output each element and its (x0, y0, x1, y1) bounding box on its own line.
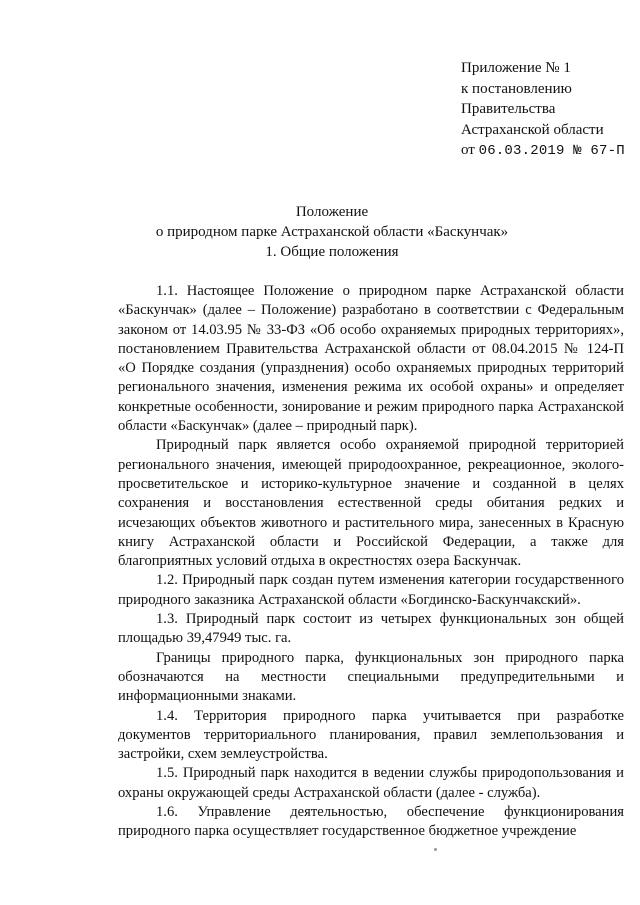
paragraph-1-1: 1.1. Настоящее Положение о природном парке Астраханской области «Баскунчак» (далее – Положение) разработано в соответствии с Федеральным законом от 14.03.95 № 33-ФЗ «Об особо охраняемых природных территориях», постановлением Правительства Астраханской области от 08.04.2015 № 124-П «О Порядке создания (упразднения) особо охраняемых природных территорий регионального значения, изменения режима их особой охраны» и определяет конкретные особенности, зонирование и режим природного парка Астраханской области «Баскунчак» (далее – природный парк). (118, 283, 624, 435)
paragraph-1-5: 1.5. Природный парк находится в ведении службы природопользования и охраны окружающей среды Астраханской области (далее - служба). (118, 765, 624, 801)
appendix-line-1: Приложение № 1 (461, 60, 571, 76)
paragraph-1-6: 1.6. Управление деятельностью, обеспечение функционирования природного парка осуществляет государственное бюджетное учреждение (118, 804, 624, 840)
section-heading: 1. Общие положения (265, 244, 399, 260)
paragraph-1-4: 1.4. Территория природного парка учитывается при разработке документов территориального планирования, правил землепользования и застройки, схем землеустройства. (118, 707, 624, 763)
paragraph-1-3: 1.3. Природный парк состоит из четырех функциональных зон общей площадью 39,47949 тыс. га. (118, 611, 624, 647)
paragraph-boundaries: Границы природного парка, функциональных зон природного парка обозначаются на местности специальными предупредительными и информационными знаками. (118, 649, 624, 705)
appendix-block (461, 58, 636, 162)
date-prefix: от (461, 142, 475, 158)
date-value: 06.03.2019 № 67-П (478, 143, 625, 159)
appendix-line-4: Астраханской области (461, 121, 604, 138)
paragraph-park-purpose: Природный парк является особо охраняемой природной территорией регионального значения, имеющей природоохранное, рекреационное, эколого-просветительское и историко-культурное значение и созданной в целях сохранения и восстановления естественной среды обитания редких и исчезающих объектов животного и растительного мира, занесенных в Красную книгу Астраханской области и Российской Федерации, а также для благоприятных условий отдыха в окрестностях озера Баскунчак. (118, 437, 624, 570)
document-body (118, 282, 624, 842)
document-title: Положение (295, 204, 369, 220)
appendix-line-3: Правительства (461, 101, 556, 117)
paragraph-1-2: 1.2. Природный парк создан путем изменения категории государственного природного заказника Астраханской области «Богдинско-Баскунчакский». (118, 572, 624, 608)
appendix-date-line (461, 140, 636, 162)
document-subtitle: о природном парке Астраханской области «Баскунчак» (155, 224, 509, 240)
appendix-line-2: к постановлению (461, 80, 572, 97)
scan-speck (434, 848, 437, 851)
